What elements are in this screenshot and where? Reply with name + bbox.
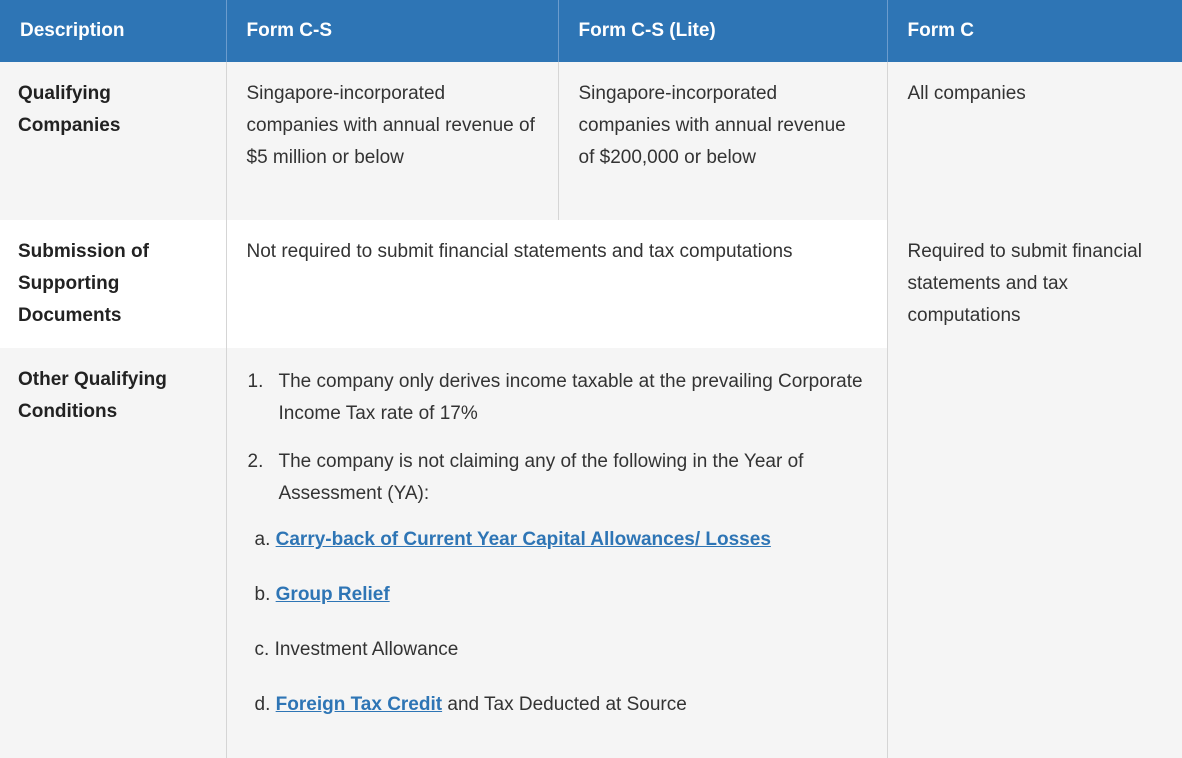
- sub-letter: a.: [254, 529, 271, 550]
- carry-back-link[interactable]: Carry-back of Current Year Capital Allowances/ Losses: [275, 529, 771, 550]
- header-description: Description: [0, 0, 226, 62]
- cell-form-cs: Singapore-incorporated companies with annual revenue of $5 million or below: [226, 62, 558, 220]
- sub-letter: c.: [254, 639, 270, 660]
- sub-letter: b.: [254, 584, 271, 605]
- table-row-other-conditions: [0, 348, 1182, 758]
- group-relief-link[interactable]: Group Relief: [275, 584, 390, 605]
- list-item: [255, 524, 867, 556]
- sub-text: and Tax Deducted at Source: [442, 694, 687, 715]
- cell-form-cs-lite: Singapore-incorporated companies with annual revenue of $200,000 or below: [558, 62, 887, 220]
- condition-item: [247, 446, 867, 721]
- table-row-supporting-documents: [0, 220, 1182, 348]
- sub-text: Investment Allowance: [274, 639, 459, 660]
- cell-conditions: [226, 348, 887, 758]
- list-item: [255, 634, 867, 666]
- cell-form-cs-merged: Not required to submit financial statements and tax computations: [226, 220, 887, 348]
- condition-item: [247, 366, 867, 430]
- cell-form-c: Required to submit financial statements and tax computations: [887, 220, 1182, 348]
- condition-text: The company only derives income taxable at the prevailing Corporate Income Tax rate of 17%: [278, 371, 863, 424]
- list-item: [255, 689, 867, 721]
- table-row-qualifying-companies: [0, 62, 1182, 220]
- header-form-c: Form C: [887, 0, 1182, 62]
- conditions-list: [247, 366, 867, 721]
- cell-form-c: [887, 348, 1182, 758]
- condition-number: 1.: [247, 371, 264, 392]
- cell-form-c: All companies: [887, 62, 1182, 220]
- row-label: Qualifying Companies: [0, 62, 226, 220]
- condition-number: 2.: [247, 451, 264, 472]
- sub-letter: d.: [254, 694, 271, 715]
- header-form-cs-lite: Form C-S (Lite): [558, 0, 887, 62]
- sub-conditions-list: [255, 524, 867, 721]
- list-item: [255, 579, 867, 611]
- table-header-row: [0, 0, 1182, 62]
- condition-text: The company is not claiming any of the following in the Year of Assessment (YA):: [278, 451, 804, 504]
- header-form-cs: Form C-S: [226, 0, 558, 62]
- foreign-tax-credit-link[interactable]: Foreign Tax Credit: [275, 694, 443, 715]
- row-label: Submission of Supporting Documents: [0, 220, 226, 348]
- row-label: Other Qualifying Conditions: [0, 348, 226, 758]
